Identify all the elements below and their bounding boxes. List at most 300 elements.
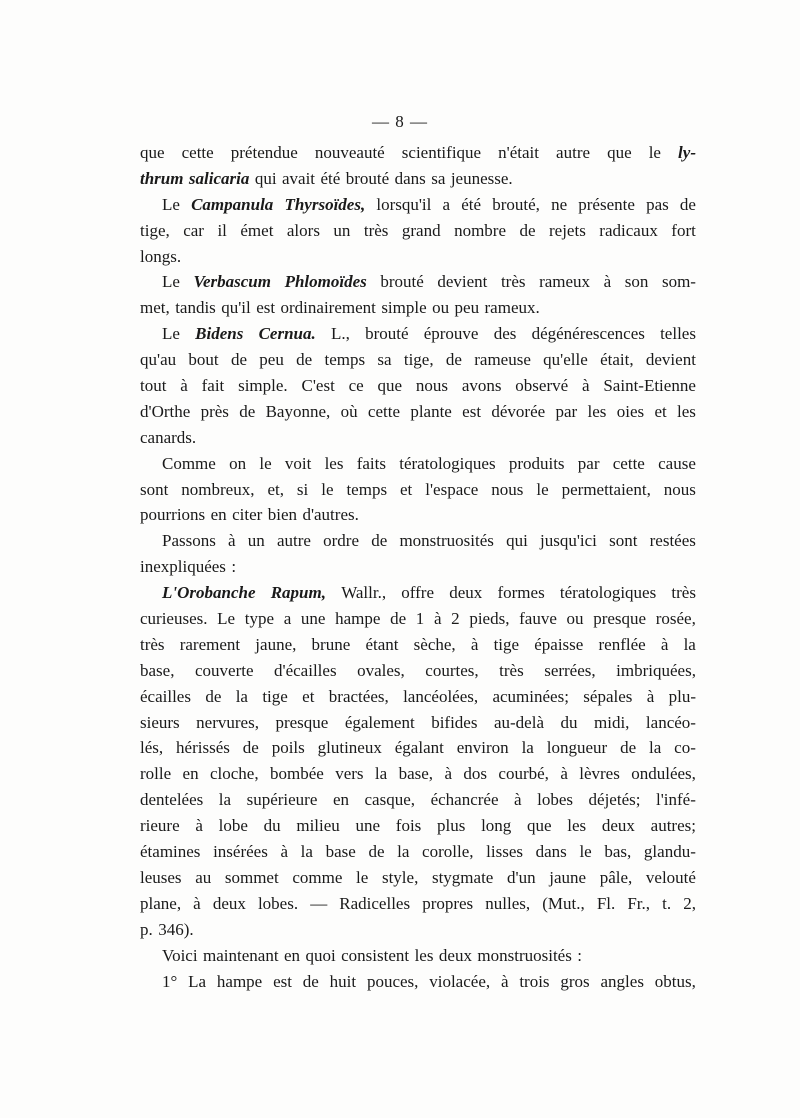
word: stygmate: [431, 867, 494, 887]
text-line: [140, 554, 696, 580]
word: pieds,: [469, 609, 510, 629]
word: était,: [600, 350, 634, 370]
word: été: [320, 168, 341, 188]
word: cette: [181, 143, 214, 162]
word: rameuse: [474, 350, 531, 370]
word: angles: [600, 971, 644, 991]
word: à: [646, 686, 655, 706]
word: rolle: [140, 764, 172, 784]
word: couverte: [194, 660, 254, 680]
word: en: [283, 945, 301, 965]
text-line: [140, 192, 696, 218]
word: qu'elle: [543, 350, 588, 370]
word: Fr.,: [627, 893, 651, 913]
word: leuses: [140, 867, 182, 887]
text-line: [140, 761, 696, 787]
word: 346).: [158, 919, 194, 939]
word: Cernua.: [258, 324, 316, 344]
word: à: [228, 531, 236, 551]
word: à: [195, 816, 203, 836]
word: 2,: [683, 893, 696, 913]
word: 1°: [162, 971, 178, 991]
word: dos: [463, 764, 488, 784]
word: une: [300, 609, 326, 629]
word: de: [445, 350, 462, 370]
word: hampe: [216, 971, 263, 991]
text-line: [140, 166, 696, 192]
word: sa: [431, 168, 446, 188]
word: bombée: [269, 764, 324, 784]
word: type: [244, 609, 275, 629]
text-line: [140, 425, 696, 451]
word: tératologiques: [559, 583, 657, 603]
word: de: [368, 842, 385, 862]
word: fauve: [519, 609, 557, 629]
text-line: [140, 269, 696, 295]
word: pourrions: [140, 505, 206, 525]
word: très: [140, 634, 165, 654]
word: plu-: [668, 686, 696, 706]
word: nulles,: [485, 893, 531, 913]
word: très: [363, 220, 389, 240]
word: à: [660, 634, 669, 654]
word: nombre: [454, 220, 507, 240]
text-line: [140, 528, 696, 554]
word: environ: [456, 738, 509, 758]
word: tandis: [175, 298, 216, 318]
text-line: [140, 632, 696, 658]
text-line: [140, 347, 696, 373]
word: nous: [491, 479, 524, 499]
word: plante: [410, 401, 452, 421]
word: ly-: [678, 143, 696, 162]
word: lobe: [218, 816, 248, 836]
word: a: [283, 609, 292, 629]
word: vers: [335, 764, 364, 784]
word: un: [333, 220, 351, 240]
word: Comme: [162, 453, 216, 473]
word: formes: [497, 583, 545, 603]
word: trois: [519, 971, 550, 991]
word: imbriquées,: [616, 660, 696, 680]
text-line: [140, 658, 696, 684]
word: à: [581, 376, 590, 396]
text-line: [140, 839, 696, 865]
word: tige,: [140, 220, 170, 240]
word: propres: [422, 893, 474, 913]
word: Fl.: [596, 893, 616, 913]
word: que: [140, 143, 165, 162]
word: acuminées;: [492, 686, 569, 706]
word: la: [300, 842, 313, 862]
word: pouces,: [366, 971, 419, 991]
word: ondulées,: [631, 764, 696, 784]
word: Voici: [162, 945, 198, 965]
word: lés,: [140, 738, 164, 758]
word: citer: [232, 505, 263, 525]
word: car: [183, 220, 204, 240]
word: lisses: [486, 842, 523, 862]
word: deux: [212, 893, 246, 913]
word: rejets: [549, 220, 586, 240]
word: devient: [645, 350, 696, 370]
word: d'écailles: [274, 660, 337, 680]
word: à: [560, 764, 568, 784]
word: de: [302, 971, 319, 991]
word: bien: [267, 505, 298, 525]
word: bout: [188, 350, 219, 370]
word: à: [180, 376, 188, 396]
word: de: [620, 738, 637, 758]
word: grand: [401, 220, 441, 240]
word: de: [390, 609, 407, 629]
word: brune: [311, 634, 351, 654]
word: à: [514, 790, 522, 810]
word: observé: [515, 376, 569, 396]
word: salicaria: [188, 168, 250, 188]
word: ovales,: [357, 660, 405, 680]
word: base,: [398, 764, 434, 784]
word: faits: [356, 453, 386, 473]
word: 1: [415, 609, 425, 629]
word: autre: [556, 143, 591, 162]
word: radicaux: [599, 220, 658, 240]
word: Le: [162, 194, 180, 214]
word: quoi: [305, 945, 336, 965]
word: que: [377, 376, 403, 396]
text-line: [140, 865, 696, 891]
word: et: [654, 401, 667, 421]
word: et: [302, 686, 315, 706]
word: de: [230, 350, 247, 370]
word: les: [567, 816, 587, 836]
word: restées: [649, 531, 696, 551]
word: qu'au: [140, 350, 177, 370]
word: glandu-: [643, 842, 696, 862]
word: à: [433, 609, 442, 629]
word: le: [648, 143, 661, 162]
word: comme: [292, 867, 343, 887]
word: éprouve: [423, 324, 479, 344]
word: autres;: [650, 816, 696, 836]
word: offre: [401, 583, 435, 603]
word: cette: [367, 401, 400, 421]
word: serrées,: [544, 660, 596, 680]
text-line: [140, 399, 696, 425]
text-line: [140, 813, 696, 839]
word: base: [325, 842, 356, 862]
word: dans: [394, 168, 426, 188]
word: simple.: [238, 376, 288, 396]
word: deux: [601, 816, 635, 836]
word: la: [374, 764, 388, 784]
word: tige,: [403, 350, 434, 370]
word: qui: [506, 531, 528, 551]
word: sommet: [224, 867, 279, 887]
word: dans: [535, 842, 567, 862]
word: plane,: [140, 893, 182, 913]
word: met,: [140, 298, 170, 318]
word: :: [577, 945, 583, 965]
word: simple: [381, 298, 427, 318]
word: les: [677, 401, 696, 421]
word: C'est: [301, 376, 335, 396]
word: dévorée: [491, 401, 546, 421]
word: ce: [348, 376, 364, 396]
word: cloche,: [209, 764, 259, 784]
word: jaune,: [255, 634, 297, 654]
word: à: [470, 634, 479, 654]
word: long: [481, 816, 512, 836]
word: rameux: [539, 272, 591, 292]
word: très: [499, 660, 524, 680]
word: est: [256, 298, 276, 318]
text-line: [140, 943, 696, 969]
word: Thyrsoïdes,: [284, 194, 366, 214]
word: ou: [566, 609, 584, 629]
word: présente: [578, 194, 635, 214]
word: violacée,: [429, 971, 491, 991]
word: —: [310, 893, 328, 913]
word: la: [235, 686, 248, 706]
word: brouté,: [492, 194, 540, 214]
word: d'Orthe: [140, 401, 191, 421]
word: de: [239, 401, 256, 421]
text-line: [140, 373, 696, 399]
word: un: [247, 531, 265, 551]
text-line: [140, 244, 696, 270]
word: des: [493, 324, 517, 344]
word: que: [527, 816, 552, 836]
page-number: — 8 —: [372, 112, 428, 131]
word: glutineux: [317, 738, 382, 758]
word: d'autres.: [302, 505, 359, 525]
word: pâle,: [599, 867, 633, 887]
word: jeunesse.: [450, 168, 513, 188]
word: en: [332, 790, 349, 810]
word: où: [340, 401, 358, 421]
word: une: [355, 816, 381, 836]
word: rarement: [179, 634, 241, 654]
word: deux: [449, 583, 483, 603]
body-text: [140, 140, 696, 994]
word: Le: [162, 324, 180, 344]
word: la: [649, 738, 662, 758]
word: de: [371, 531, 388, 551]
text-line: [140, 451, 696, 477]
word: deux: [438, 945, 472, 965]
word: en: [182, 764, 199, 784]
word: que: [607, 143, 632, 162]
word: presque: [275, 712, 329, 732]
word: avons: [461, 376, 502, 396]
word: Campanula: [191, 194, 274, 214]
word: peu: [259, 350, 284, 370]
word: n'était: [498, 143, 539, 162]
word: L'Orobanche: [162, 583, 256, 603]
word: temps: [324, 350, 366, 370]
word: insérées: [213, 842, 268, 862]
word: à: [193, 893, 201, 913]
word: sont: [140, 479, 169, 499]
word: corolle,: [422, 842, 474, 862]
word: et,: [267, 479, 284, 499]
word: nouveauté: [314, 143, 385, 162]
word: peu: [454, 298, 480, 318]
word: il: [217, 220, 227, 240]
word: rameux.: [484, 298, 540, 318]
word: les: [414, 945, 434, 965]
word: lobes.: [257, 893, 299, 913]
word: et: [400, 479, 413, 499]
word: tératologiques: [399, 453, 496, 473]
word: tige: [262, 686, 288, 706]
word: Wallr.,: [341, 583, 387, 603]
word: p.: [140, 919, 153, 939]
word: nervures,: [196, 712, 259, 732]
word: son: [624, 272, 649, 292]
word: base,: [140, 660, 175, 680]
word: écailles: [140, 686, 191, 706]
text-line: [140, 580, 696, 606]
word: telles: [660, 324, 696, 344]
word: d'un: [507, 867, 536, 887]
word: très: [500, 272, 526, 292]
word: déjetés;: [588, 790, 641, 810]
word: les: [587, 401, 607, 421]
text-line: [140, 684, 696, 710]
text-line: [140, 710, 696, 736]
word: Bayonne,: [265, 401, 331, 421]
word: jusqu'ici: [540, 531, 597, 551]
word: hérissés: [176, 738, 230, 758]
word: dentelées: [140, 790, 204, 810]
word: par: [577, 453, 600, 473]
word: au-delà: [493, 712, 544, 732]
word: tout: [140, 376, 167, 396]
word: à: [603, 272, 612, 292]
word: l'espace: [425, 479, 479, 499]
word: qui: [254, 168, 277, 188]
word: fois: [395, 816, 422, 836]
word: ordinairement: [280, 298, 376, 318]
word: thrum: [140, 168, 184, 188]
word: maintenant: [203, 945, 279, 965]
word: longs.: [140, 246, 182, 266]
word: à: [500, 971, 509, 991]
word: 2: [451, 609, 460, 629]
word: on: [229, 453, 247, 473]
text-line: [140, 218, 696, 244]
word: casque,: [364, 790, 416, 810]
word: hampe: [335, 609, 381, 629]
word: la: [521, 738, 534, 758]
word: midi,: [594, 712, 630, 732]
word: devient: [437, 272, 488, 292]
word: Rapum,: [270, 583, 326, 603]
word: également: [344, 712, 415, 732]
text-line: [140, 140, 696, 166]
word: étant: [365, 634, 399, 654]
word: à: [444, 764, 452, 784]
word: lobes: [537, 790, 573, 810]
text-line: [140, 321, 696, 347]
word: canards.: [140, 427, 197, 447]
word: Radicelles: [339, 893, 411, 913]
word: rosée,: [655, 609, 696, 629]
word: l'infé-: [655, 790, 696, 810]
word: à: [280, 842, 289, 862]
text-line: [140, 295, 696, 321]
word: poils: [271, 738, 305, 758]
word: monstruosités: [477, 945, 572, 965]
word: Phlomoïdes: [284, 272, 367, 292]
word: au: [195, 867, 212, 887]
word: fait: [201, 376, 225, 396]
word: sèche,: [413, 634, 456, 654]
word: dégénérescences: [531, 324, 645, 344]
word: si: [296, 479, 309, 499]
word: huit: [329, 971, 357, 991]
word: égalant: [394, 738, 444, 758]
word: Le: [217, 609, 236, 629]
word: la: [218, 790, 232, 810]
word: échancrée: [430, 790, 499, 810]
word: ne: [551, 194, 568, 214]
word: La: [188, 971, 207, 991]
text-line: [140, 477, 696, 503]
word: inexpliquées: [140, 557, 226, 577]
word: ordre: [323, 531, 360, 551]
word: Le: [162, 272, 180, 292]
word: produits: [508, 453, 565, 473]
text-line: [140, 606, 696, 632]
word: prétendue: [230, 143, 298, 162]
word: bas,: [604, 842, 632, 862]
word: bifides: [431, 712, 478, 732]
text-line: [140, 891, 696, 917]
word: brouté: [345, 168, 390, 188]
word: été: [461, 194, 482, 214]
word: milieu: [296, 816, 340, 836]
word: courtes,: [425, 660, 479, 680]
word: les: [324, 453, 344, 473]
word: obtus,: [654, 971, 696, 991]
word: le: [536, 479, 549, 499]
word: alors: [286, 220, 320, 240]
word: de: [205, 686, 222, 706]
word: de: [519, 220, 536, 240]
word: oies: [616, 401, 645, 421]
word: Saint-Etienne: [603, 376, 696, 396]
word: le: [321, 479, 334, 499]
word: de: [679, 194, 696, 214]
word: sieurs: [140, 712, 180, 732]
word: bractées,: [328, 686, 389, 706]
word: monstruosités: [399, 531, 494, 551]
word: avait: [281, 168, 316, 188]
word: voit: [284, 453, 312, 473]
word: nombreux,: [181, 479, 255, 499]
word: sa: [377, 350, 392, 370]
word: près: [200, 401, 229, 421]
word: Passons: [162, 531, 216, 551]
word: velouté: [645, 867, 696, 887]
word: curieuses.: [140, 609, 208, 629]
word: nous: [663, 479, 696, 499]
text-line: [140, 502, 696, 528]
word: de: [296, 350, 313, 370]
